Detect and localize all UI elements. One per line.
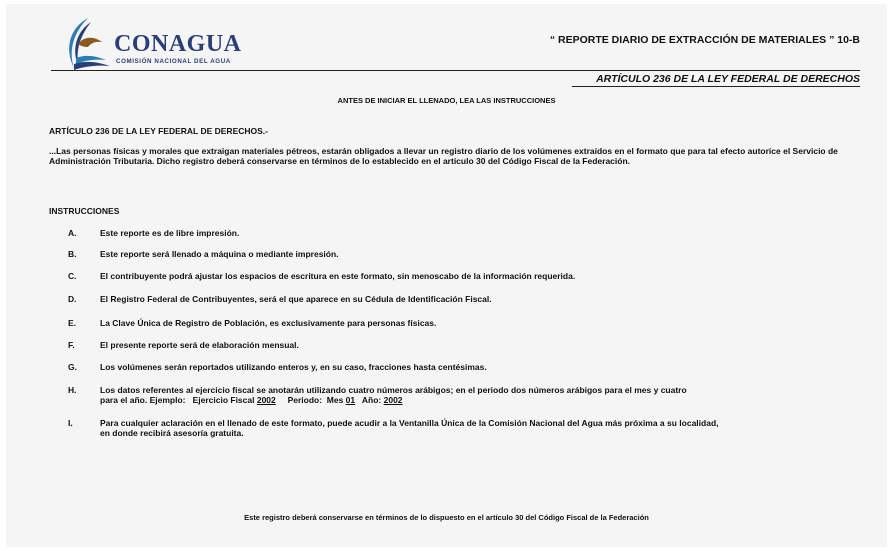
fiscal-year-example: 2002 <box>256 395 276 405</box>
item-letter: H. <box>68 385 77 395</box>
item-h-line1: Los datos referentes al ejercicio fiscal se anotarán utilizando cuatro números arábigos; en el periodo dos números arábigos para el mes y cuatro <box>100 385 687 395</box>
instructions-title: INSTRUCCIONES <box>49 206 120 216</box>
item-text <box>100 385 840 405</box>
month-example: 01 <box>345 395 356 405</box>
item-letter: I. <box>68 418 73 428</box>
anio-label: Año: <box>355 395 384 405</box>
logo-wordmark: CONAGUA <box>114 31 242 57</box>
item-text <box>100 418 840 438</box>
item-letter: C. <box>68 271 77 281</box>
item-text: Los volúmenes serán reportados utilizando enteros y, en su caso, fracciones hasta centésimas. <box>100 362 487 372</box>
item-h-line2-prefix: para el año. Ejemplo: Ejercicio Fiscal <box>100 395 257 405</box>
item-text: Este reporte es de libre impresión. <box>100 228 240 238</box>
item-letter: G. <box>68 362 77 372</box>
article-underline <box>572 86 860 87</box>
article-body: ...Las personas físicas y morales que extraigan materiales pétreos, estarán obligados a llevar un registro diario de los volúmenes extraídos en el formato que para tal efecto autorice el Servicio de Administración Tributaria. Dicho registro deberá conservarse en términos de lo establecido en el artículo 30 del Código Fiscal de la Federación. <box>49 146 838 166</box>
footer-note: Este registro deberá conservarse en términos de lo dispuesto en el artículo 30 del Código Fiscal de la Federación <box>244 513 649 522</box>
item-letter: F. <box>68 340 75 350</box>
instructions-notice: ANTES DE INICIAR EL LLENADO, LEA LAS INSTRUCCIONES <box>337 96 556 105</box>
year-example: 2002 <box>383 395 403 405</box>
item-text: La Clave Única de Registro de Población, es exclusivamente para personas físicas. <box>100 318 437 328</box>
logo-subtitle: COMISIÓN NACIONAL DEL AGUA <box>116 58 231 65</box>
header-divider <box>51 70 860 71</box>
item-letter: B. <box>68 249 77 259</box>
item-i-line2: en donde recibirá asesoría gratuita. <box>100 428 244 438</box>
article-reference: ARTÍCULO 236 DE LA LEY FEDERAL DE DERECHOS <box>596 73 860 85</box>
item-letter: D. <box>68 294 77 304</box>
conagua-emblem-icon <box>58 14 118 74</box>
item-letter: A. <box>68 228 77 238</box>
item-text: El presente reporte será de elaboración mensual. <box>100 340 299 350</box>
item-i-line1: Para cualquier aclaración en el llenado de este formato, puede acudir a la Ventanilla Única de la Comisión Nacional del Agua más próxima a su localidad, <box>100 418 719 428</box>
item-letter: E. <box>68 318 77 328</box>
article-title: ARTÍCULO 236 DE LA LEY FEDERAL DE DERECHOS.- <box>49 126 268 136</box>
periodo-label: Periodo: Mes <box>275 395 346 405</box>
report-title: “ REPORTE DIARIO DE EXTRACCIÓN DE MATERIALES ” 10-B <box>549 34 860 46</box>
item-text: El Registro Federal de Contribuyentes, será el que aparece en su Cédula de Identificación Fiscal. <box>100 294 492 304</box>
item-text: El contribuyente podrá ajustar los espacios de escritura en este formato, sin menoscabo de la información requerida. <box>100 271 576 281</box>
item-text: Este reporte será llenado a máquina o mediante impresión. <box>100 249 339 259</box>
